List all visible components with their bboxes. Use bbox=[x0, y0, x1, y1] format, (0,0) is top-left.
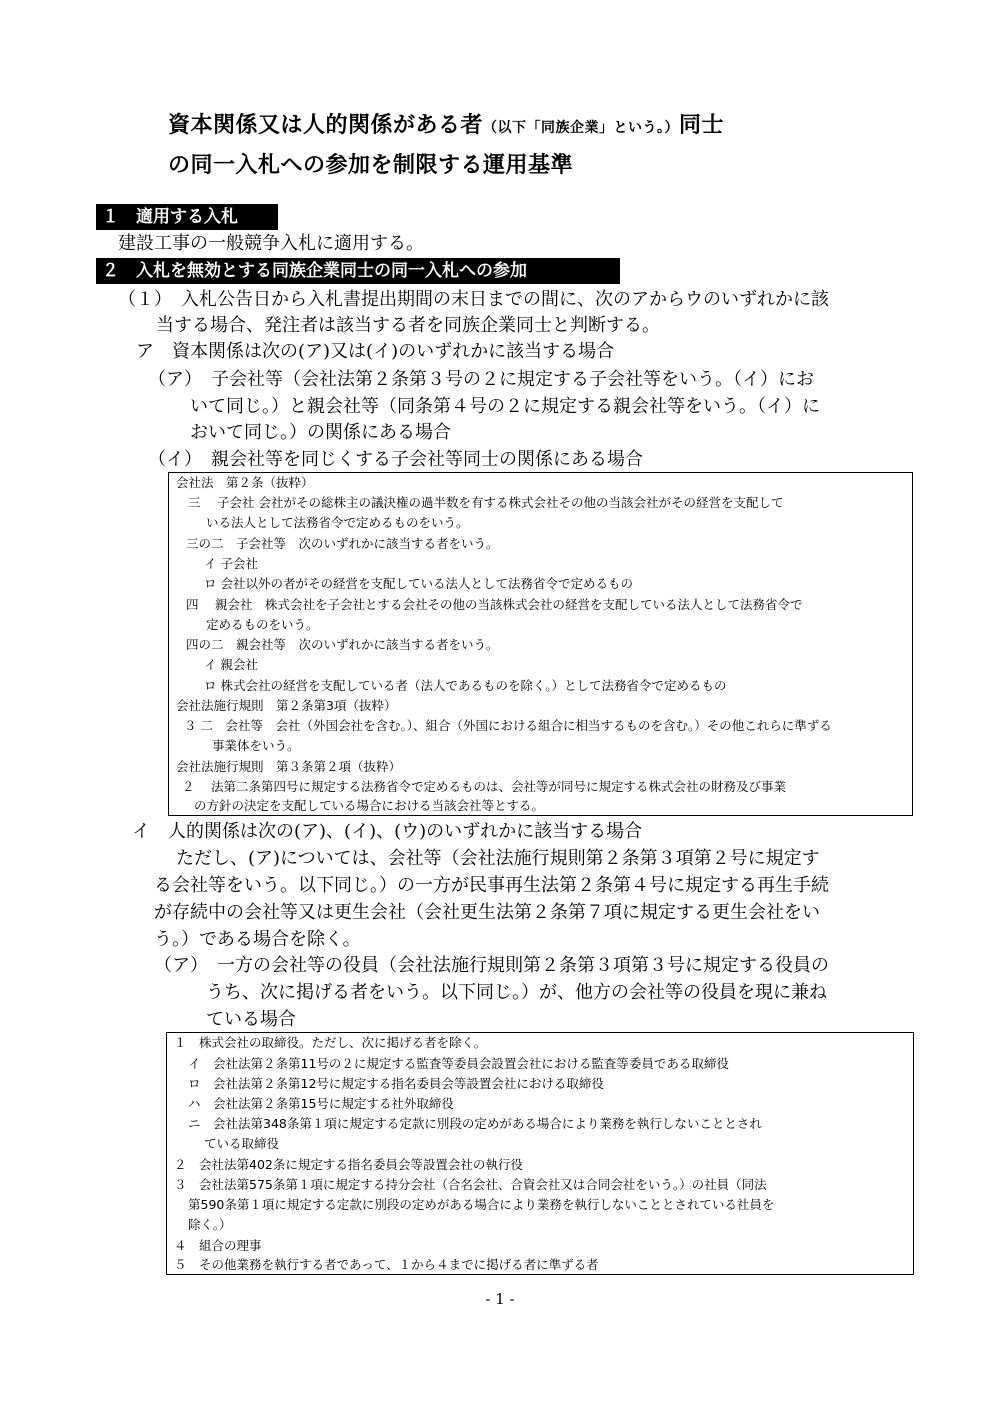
box2-line: ロ 会社法第２条第12号に規定する指名委員会等設置会社における取締役 bbox=[188, 1076, 604, 1091]
capital-relation-a1-line2: いて同じ。）と親会社等（同条第４号の２に規定する親会社等をいう。（イ）に bbox=[190, 396, 820, 417]
personal-relation-a-line2: うち、次に掲げる者をいう。以下同じ。）が、他方の会社等の役員を現に兼ね bbox=[206, 982, 827, 1003]
personal-relation-p-line4: う。）である場合を除く。 bbox=[154, 929, 361, 950]
box2-line: ４ 組合の理事 bbox=[174, 1238, 262, 1253]
section1-heading: １ 適用する入札 bbox=[96, 204, 278, 230]
box2-line: 第590条第１項に規定する定款に別段の定めがある場合により業務を執行しないこととされている社員を bbox=[188, 1197, 775, 1212]
title-end: 同士 bbox=[679, 113, 725, 138]
capital-relation-heading: ア 資本関係は次の(ア)又は(イ)のいずれかに該当する場合 bbox=[136, 341, 615, 362]
box2-line: ５ その他業務を執行する者であって、１から４までに掲げる者に準ずる者 bbox=[174, 1257, 599, 1272]
box1-line: ロ 会社以外の者がその経営を支配している法人として法務省令で定めるもの bbox=[204, 576, 633, 591]
section1-body: 建設工事の一般競争入札に適用する。 bbox=[118, 233, 424, 254]
title-main: 資本関係又は人的関係がある者 bbox=[168, 113, 484, 138]
document-title-line2: の同一入札への参加を制限する運用基準 bbox=[168, 153, 574, 178]
capital-relation-a2: （イ） 親会社等を同じくする子会社等同士の関係にある場合 bbox=[148, 449, 643, 470]
box2-line: ハ 会社法第２条第15号に規定する社外取締役 bbox=[188, 1096, 454, 1111]
box2-line: １ 株式会社の取締役。ただし、次に掲げる者を除く。 bbox=[174, 1035, 487, 1050]
page-number: - 1 - bbox=[485, 1290, 515, 1308]
personal-relation-heading: イ 人的関係は次の(ア)、(イ)、(ウ)のいずれかに該当する場合 bbox=[132, 821, 643, 842]
box2-line: ２ 会社法第402条に規定する指名委員会等設置会社の執行役 bbox=[174, 1157, 523, 1172]
title-parenthetical: （以下「同族企業」という。） bbox=[483, 120, 680, 136]
capital-relation-a1-line1: （ア） 子会社等（会社法第２条第３号の２に規定する子会社等をいう。（イ）にお bbox=[148, 369, 814, 390]
section2-p1-line2: 当する場合、発注者は該当する者を同族企業同士と判断する。 bbox=[156, 315, 660, 336]
box1-line: 三 子会社 会社がその総株主の議決権の過半数を有する株式会社その他の当該会社がその経営を支配して bbox=[188, 495, 784, 510]
document-title-line1 bbox=[168, 108, 724, 139]
box1-line: イ 子会社 bbox=[204, 556, 258, 571]
personal-relation-p-line1: ただし、(ア)については、会社等（会社法施行規則第２条第３項第２号に規定す bbox=[176, 848, 820, 869]
box1-line: 四 親会社 株式会社を子会社とする会社その他の当該株式会社の経営を支配している法人として法務省令で bbox=[186, 597, 803, 612]
box1-line: イ 親会社 bbox=[204, 657, 258, 672]
box1-line: ３ 二 会社等 会社（外国会社を含む。）、組合（外国における組合に相当するものを含む。）その他これらに準ずる bbox=[184, 718, 832, 733]
section2-heading: ２ 入札を無効とする同族企業同士の同一入札への参加 bbox=[96, 258, 620, 284]
box1-line: ２ 法第二条第四号に規定する法務省令で定めるものは、会社等が同号に規定する株式会社の財務及び事業 bbox=[182, 779, 786, 794]
box1-line: 会社法施行規則 第３条第２項（抜粋） bbox=[176, 759, 402, 774]
box1-line: の方針の決定を支配している場合における当該会社等とする。 bbox=[194, 798, 545, 813]
box1-line: 三の二 子会社等 次のいずれかに該当する者をいう。 bbox=[186, 536, 499, 551]
personal-relation-p-line2: る会社等をいう。以下同じ。）の一方が民事再生法第２条第４号に規定する再生手続 bbox=[154, 875, 829, 896]
box1-line: 事業体をいう。 bbox=[212, 738, 300, 753]
personal-relation-p-line3: が存続中の会社等又は更生会社（会社更生法第２条第７項に規定する更生会社をい bbox=[154, 902, 820, 923]
box1-line: 会社法施行規則 第２条第3項（抜粋） bbox=[176, 698, 397, 713]
box2-line: イ 会社法第２条第11号の２に規定する監査等委員会設置会社における監査等委員である取締役 bbox=[188, 1056, 729, 1071]
box1-line: いる法人として法務省令で定めるものをいう。 bbox=[206, 515, 469, 530]
section2-p1-line1: （１） 入札公告日から入札書提出期間の末日までの間に、次のアからウのいずれかに該 bbox=[118, 289, 829, 310]
box1-line: 定めるものをいう。 bbox=[206, 617, 319, 632]
personal-relation-a-line3: ている場合 bbox=[206, 1009, 296, 1030]
box2-line: ニ 会社法第348条第１項に規定する定款に別段の定めがある場合により業務を執行しないこととされ bbox=[188, 1116, 762, 1131]
box2-line: 除く。） bbox=[188, 1217, 232, 1232]
capital-relation-a1-line3: おいて同じ。）の関係にある場合 bbox=[190, 422, 451, 443]
box1-line: ロ 株式会社の経営を支配している者（法人であるものを除く。）として法務省令で定めるもの bbox=[204, 678, 727, 693]
box2-line: ている取締役 bbox=[204, 1136, 280, 1151]
personal-relation-a-line1: （ア） 一方の会社等の役員（会社法施行規則第２条第３項第３号に規定する役員の bbox=[154, 955, 829, 976]
box2-line: ３ 会社法第575条第１項に規定する持分会社（合名会社、合資会社又は合同会社をいう。）の社員（同法 bbox=[174, 1177, 767, 1192]
box1-line: 会社法 第２条（抜粋） bbox=[176, 475, 314, 490]
box1-line: 四の二 親会社等 次のいずれかに該当する者をいう。 bbox=[186, 637, 499, 652]
